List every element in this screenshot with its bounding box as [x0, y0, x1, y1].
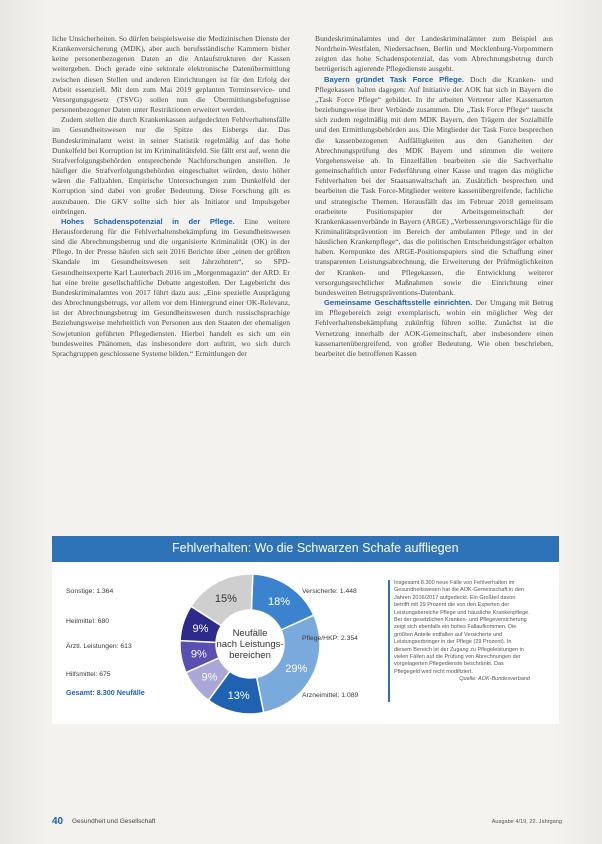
article-left-column	[52, 34, 290, 359]
label-hilfsmittel: Hilfsmittel: 675	[66, 671, 111, 678]
label-pflege-hkp: Pflege/HKP: 2.354	[302, 635, 358, 642]
article-right-column	[315, 34, 553, 359]
paragraph-text: Bundeskriminalamtes und der Landeskriminalämter zum Beispiel aus Nordrhein-Westfalen, Niedersachsen, Berlin und Mecklenburg-Vorpommern zeigten das hohe Schadenspotenzial, das vom Abrechnungsbetrug durch betrügerisch agierende Pflegedienste ausgeht.	[315, 34, 553, 74]
paragraph-text: liche Unsicherheiten. So dürfen beispielsweise die Medizinischen Dienste der Krankenversicherung (MDK), aber auch berufsständische Kammern bisher keine personenbezogenen Daten an die Anlaufstrukturen der Kassen weitergeben. Doch gerade eine sektorale elektronische Datenübermittlung zwischen diesen Stellen und anderen Einrichtungen ist für den Erfolg der Arbeit essenziell. Mit dem zum Mai 2019 geplanten Terminservice- und Versorgungsgesetz (TSVG) sollen nun die Übermittlungsbefugnisse personenbezogener Daten unter Restriktionen erweitert werden.	[52, 34, 290, 115]
infographic-note	[394, 580, 530, 684]
paragraph-text: Zudem stellen die durch Krankenkassen aufgedeckten Fehlverhaltensfälle im Gesundheitswesen nur die Spitze des Eisbergs dar. Das Bundeskriminalamt weist in seiner Statistik regelmäßig auf das hohe Dunkelfeld bei Korruption ist im Kriminalitätsfeld. Sie fällt erst auf, wenn die Strafverfolgungsbehörden entsprechende Nachforschungen anstellen. Je häufiger die Strafverfolgungsbehörden eingeschaltet würden, desto höher wären die Fallzahlen. Empirische Untersuchungen zum Dunkelfeld der Korruption sind dabei von großer Bedeutung. Diese Forschung gilt es auszubauen. Die GKV sollte sich hier als Initiator und Impulsgeber einbringen.	[52, 115, 290, 216]
article-paragraph	[52, 34, 290, 115]
pie-slice-percent: 18%	[268, 595, 291, 608]
issue-info: Ausgabe 4/19, 22. Jahrgang	[491, 819, 562, 825]
subheading: Bayern gründet Task Force Pflege.	[324, 74, 471, 84]
article-paragraph	[315, 75, 553, 298]
pie-slice-percent: 9%	[192, 623, 209, 636]
subheading: Hohes Schadenspotenzial in der Pflege.	[61, 216, 245, 226]
page-number: 40	[52, 816, 64, 827]
pie-slice-percent: 29%	[285, 662, 308, 675]
pie-slice-percent: 9%	[201, 671, 218, 684]
article-paragraph	[315, 34, 553, 75]
label-sonstige: Sonstige: 1.364	[66, 588, 114, 595]
donut-center-label: nach Leistungs-	[216, 639, 284, 650]
note-text: Insgesamt 8.300 neue Fälle von Fehlverhalten im Gesundheitswesen hat die AOK-Gemeinschaft in den Jahren 2016/2017 aufgedeckt. Ein Großteil davon betrifft mit 29 Prozent die von den Experten der Leistungsbereiche Pflege und häusliche Krankenpflege. Bei der gesetzlichen Kranken- und Pflegeversicherung zeigt sich ebenfalls ein hohes Fallaufkommen. Die größten Anteile entfallen auf Versicherte und Leistungserbringer in der Pflege (29 Prozent). In diesem Bereich ist der Zugang zu Pflegeleistungen in vielen Fällen auf die Prüfung von Abrechnungen der vorgelagerten Pflegedienste beschränkt. Das Pflegegeld wird nicht modifiziert.	[394, 580, 530, 675]
note-accent-bar	[388, 580, 390, 702]
infographic-title: Fehlverhalten: Wo die Schwarzen Schafe auffliegen	[172, 541, 459, 555]
page-footer	[52, 816, 562, 830]
article-paragraph	[52, 217, 290, 359]
label-arzneimittel: Arzneimittel: 1.089	[302, 692, 359, 699]
donut-center-label: Neufälle	[232, 628, 268, 639]
donut-center-label: bereichen	[229, 650, 271, 661]
label-aerztliche-leistungen: Ärztl. Leistungen: 613	[66, 643, 132, 650]
note-source: Quelle: AOK-Bundesverband	[459, 676, 530, 683]
pie-slice-percent: 9%	[190, 648, 207, 661]
chart-total: Gesamt: 8.300 Neufälle	[66, 688, 145, 697]
article-paragraph	[52, 115, 290, 217]
section-name: Gesundheit und Gesellschaft	[72, 818, 156, 825]
paragraph-text: Der Umgang mit Betrug im Pflegebereich zeigt exemplarisch, wohin ein möglicher Weg der Fehlverhaltensbekämpfung zukünftig führen sollte. Zunächst ist die Vernetzung innerhalb der AOK-Gemeinschaft, aber insbesondere einen kassenartenübergreifend, von großer Bedeutung. Wie oben beschrieben, bearbeitet die betroffenen Kassen	[315, 298, 553, 358]
paragraph-text: Doch die Kranken- und Pflegekassen halten dagegen: Auf Initiative der AOK hat sich in Bayern die „Task Force Pflege“ gebildet. In ihr arbeiten Vertreter aller Kassenarten beziehungsweise ihrer Verbände zusammen. Die „Task Force Pflege“ tauscht sich zudem regelmäßig mit dem MDK Bayern, den Trägern der Sozialhilfe und den Ermittlungsbehörden aus. Die Mitglieder der Task Force besprechen die kassenbezogenen Auffälligkeiten aus den Ganzheiten der Abrechnungsprüfung des MDK Bayern und stimmen die weitere Vorgehensweise ab. In Einzelfällen bearbeiten sie die Sachverhalte gemeinschaftlich unter Federführung einer Kasse und tragen das mögliche Fehlverhalten bei der Staatsanwaltschaft an. Zusätzlich besprechen und bearbeiten die Task Force-Mitglieder weitere kassenübergreifende, fachliche und strategische Themen. Herausfällt das im Februar 2018 gemeinsam erarbeitete Positionspapier der Arbeitsgemeinschaft der Krankenkassenverbände in Bayern (ARGE) „Verbesserungsvorschläge für die Kriminalitätsprävention im Bereich der ambulanten Pflege und in der häuslichen Krankenpflege“, das die politischen Entscheidungsträger erhalten haben. Kernpunkte des ARGE-Positionspapiers sind die Schaffung einer transparenten Leistungsabrechnung, die Erweiterung der Prüfmöglichkeiten der Kranken- und Pflegekassen, die Entwicklung weiterer versorgungsrechtlicher Maßnahmen sowie die Einrichtung einer bundesweiten Betrugspräventions-Datenbank.	[315, 74, 553, 297]
label-versicherte: Versicherte: 1.448	[302, 588, 357, 595]
pie-slice-percent: 15%	[214, 592, 237, 605]
paragraph-text: Eine weitere Herausforderung für die Fehlverhaltensbekämpfung im Gesundheitswesen sind die Abrechnungsbetrug und die organisierte Kriminalität (OK) in der Pflege. In der Presse häufen sich seit 2016 Berichte über „einen der größten Skandale im Gesundheitswesen seit Jahrzehnten“, so SPD-Gesundheitsexperte Karl Lauterbach 2016 im „Morgenmagazin“ der ARD. Er hat eine breite gesellschaftliche Debatte angestoßen. Der Lagebericht des Bundeskriminalamtes von 2017 führt dazu aus: „Eine spezielle Ausprägung des Abrechnungsbetrugs, vor allem vor dem Hintergrund einer OK-Relevanz, ist der Abrechnungsbetrug im Gesundheitswesen durch russischsprachige Beziehungsweise mehrheitlich von Personen aus den Staaten der ehemaligen Sowjetunion geführten Pflegediensten. Hierbei handelt es sich um ein bundesweites Phänomen, das insbesondere dort auftritt, wo sich durch Sprachgruppen geschlossene Systeme bilden.“ Ermittlungen der	[52, 216, 290, 358]
infographic	[52, 536, 559, 724]
pie-slice-percent: 13%	[227, 689, 250, 702]
label-heilmittel: Heilmittel: 680	[66, 618, 110, 625]
subheading: Gemeinsame Geschäftsstelle einrichten.	[324, 298, 476, 308]
article-paragraph	[315, 298, 553, 359]
